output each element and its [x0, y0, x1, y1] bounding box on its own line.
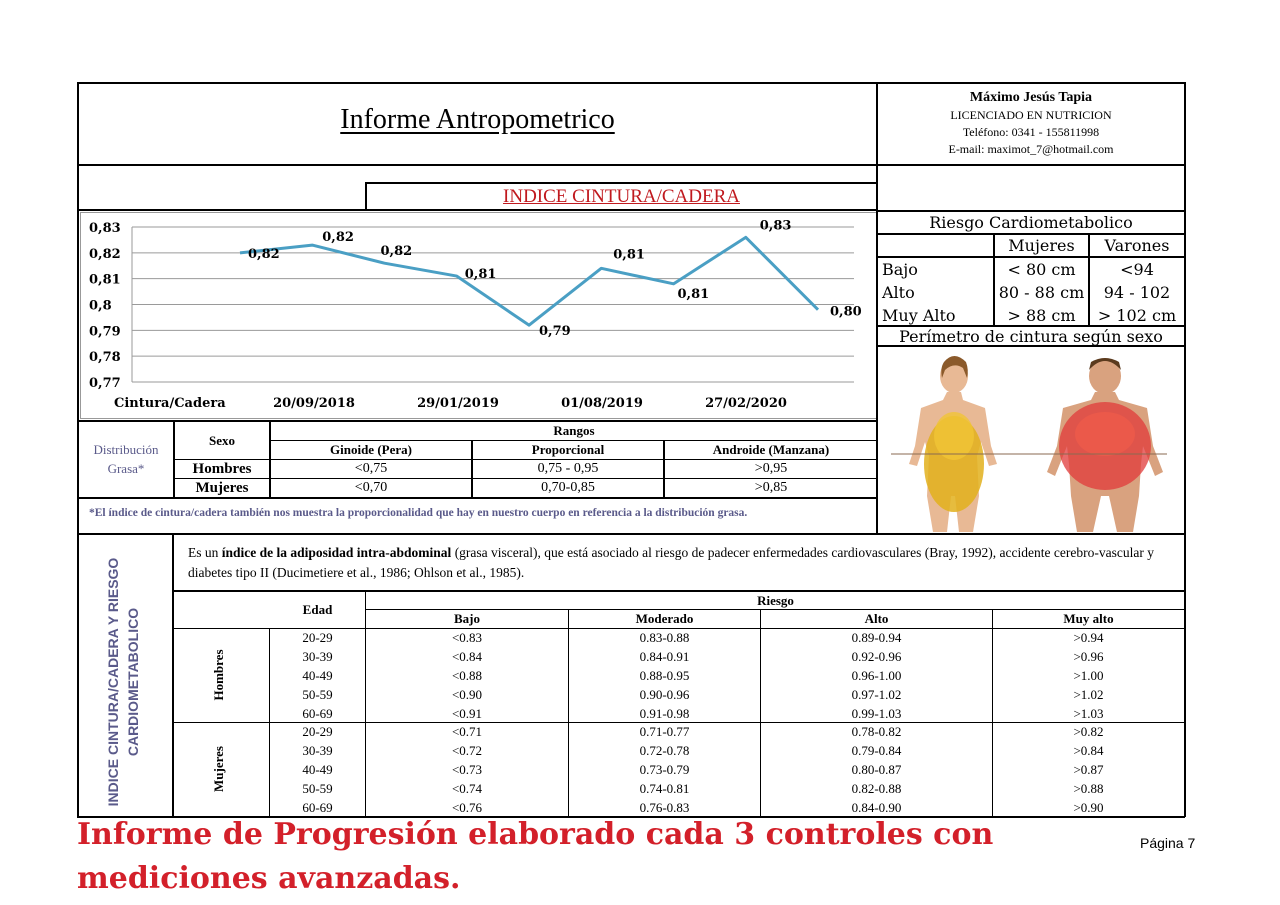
series-line [240, 237, 818, 325]
risk-value-cell: 0.80-0.87 [851, 761, 902, 777]
data-label: 0,83 [759, 218, 792, 234]
data-label: 0,81 [677, 286, 710, 302]
risk-value-cell: 0.97-1.02 [851, 686, 902, 702]
risk-value-cell: 0.78-0.82 [851, 724, 902, 740]
progress-banner: Informe de Progresión elaborado cada 3 controles con mediciones avanzadas. [77, 817, 994, 896]
risk-value-cell: 0.72-0.78 [639, 743, 690, 759]
group-label-hombres: Hombres [211, 649, 226, 701]
row-value: <0,75 [354, 461, 388, 476]
risk-value-cell: >0.88 [1073, 780, 1104, 796]
author-email: E-mail: maximot_7@hotmail.com [948, 142, 1114, 156]
y-tick-label: 0,82 [89, 246, 121, 262]
col-bajo: Bajo [454, 611, 480, 626]
age-cell: 60-69 [302, 799, 333, 815]
risk-value-cell: 0.79-0.84 [851, 743, 902, 759]
x-tick-label: 27/02/2020 [705, 396, 787, 411]
risk-value-cell: <0.91 [451, 705, 483, 721]
x-tick-label: 29/01/2019 [417, 396, 499, 411]
risk-value-cell: >0.84 [1073, 743, 1104, 759]
risk-value-cell: <0.83 [451, 630, 483, 646]
risk-value-cell: 0.89-0.94 [851, 630, 902, 646]
cardiometabolic-side-label [103, 537, 147, 827]
risk-women: < 80 cm [1007, 260, 1076, 279]
col-androide: Androide (Manzana) [712, 442, 830, 457]
data-label: 0,81 [464, 267, 497, 283]
distribution-side-label-2: Grasa* [107, 461, 145, 476]
risk-value-cell: 0.91-0.98 [639, 705, 690, 721]
risk-value-cell: 0.82-0.88 [851, 780, 902, 796]
risk-value-cell: 0.83-0.88 [639, 630, 690, 646]
rangos-header: Rangos [553, 423, 595, 438]
y-tick-label: 0,81 [89, 272, 121, 288]
row-value: 0,75 - 0,95 [537, 461, 599, 476]
data-label: 0,79 [539, 324, 571, 340]
data-label: 0,82 [322, 230, 354, 246]
distribution-note: *El índice de cintura/cadera también nos muestra la proporcionalidad que hay en nuestro cuerpo en referencia a la distribución grasa. [89, 507, 748, 519]
row-value: <0,70 [354, 480, 388, 495]
group-label-mujeres: Mujeres [211, 746, 226, 792]
risk-value-cell: <0.73 [451, 761, 483, 777]
risk-table-title: Riesgo Cardiometabolico [929, 213, 1133, 232]
risk-value-cell: <0.72 [451, 743, 483, 759]
risk-value-cell: >1.00 [1073, 667, 1104, 683]
distribution-side-label [79, 440, 173, 478]
risk-value-cell: >0.94 [1073, 630, 1104, 646]
chart-heading: INDICE CINTURA/CADERA [503, 186, 740, 207]
age-cell: 50-59 [302, 780, 333, 796]
data-label: 0,82 [380, 244, 413, 260]
age-cell: 50-59 [302, 686, 333, 702]
edad-header: Edad [302, 601, 333, 617]
risk-value-cell: 0.76-0.83 [639, 799, 690, 815]
risk-value-cell: >1.03 [1073, 705, 1104, 721]
age-cell: 40-49 [302, 761, 333, 777]
x-tick-label: 01/08/2019 [561, 396, 643, 411]
row-sex: Mujeres [195, 479, 249, 496]
risk-value-cell: >0.90 [1073, 799, 1104, 815]
row-sex: Hombres [192, 460, 252, 477]
risk-value-cell: 0.99-1.03 [851, 705, 902, 721]
col-ginoide: Ginoide (Pera) [330, 442, 412, 457]
age-cell: 40-49 [302, 667, 333, 683]
pear-body-figure [909, 356, 997, 532]
age-cell: 20-29 [302, 630, 333, 646]
y-tick-label: 0,78 [89, 350, 121, 366]
col-moderado: Moderado [635, 611, 694, 626]
age-cell: 30-39 [302, 649, 333, 665]
author-block [878, 89, 1184, 158]
data-label: 0,80 [830, 304, 862, 320]
intro-text-2: (grasa visceral), que está asociado al riesgo de padecer enfermedades cardiovasculares (Bray, 1992), accidente cerebro-vascular y diabetes tipo II (Ducimetiere et al., 1986; Ohlson et al., 1985). [188, 545, 1154, 580]
risk-value-cell: <0.90 [451, 686, 483, 702]
risk-value-cell: >0.87 [1073, 761, 1104, 777]
page-title: Informe Antropometrico [340, 104, 615, 135]
risk-value-cell: >0.96 [1073, 649, 1104, 665]
body-shape-illustration [877, 346, 1184, 533]
risk-value-cell: 0.84-0.90 [851, 799, 902, 815]
data-label: 0,81 [613, 247, 645, 263]
risk-women: > 88 cm [1007, 305, 1076, 325]
distribution-side-label-1: Distribución [93, 442, 159, 457]
y-tick-label: 0,77 [89, 376, 121, 391]
col-alto: Alto [864, 611, 889, 626]
risk-value-cell: 0.96-1.00 [851, 667, 902, 683]
row-value: 0,70-0,85 [541, 480, 595, 495]
y-tick-label: 0,8 [89, 298, 112, 314]
risk-value-cell: 0.90-0.96 [639, 686, 690, 702]
cardiometabolic-side-label-1: INDICE CINTURA/CADERA Y RIESGO [105, 557, 121, 807]
riesgo-header: Riesgo [757, 592, 794, 608]
x-tick-label: 20/09/2018 [273, 396, 355, 411]
cardiometabolic-intro [188, 543, 1180, 583]
waist-hip-chart [80, 212, 876, 418]
risk-value-cell: 0.71-0.77 [639, 724, 690, 740]
risk-men: <94 [1120, 260, 1154, 279]
age-cell: 30-39 [302, 743, 333, 759]
risk-value-cell: <0.74 [451, 780, 483, 796]
author-phone: Teléfono: 0341 - 155811998 [962, 125, 1100, 139]
y-tick-label: 0,83 [89, 221, 121, 236]
risk-level: Muy Alto [882, 305, 956, 325]
risk-value-cell: >0.82 [1073, 724, 1104, 740]
apple-body-figure [1047, 358, 1163, 532]
risk-value-cell: 0.74-0.81 [639, 780, 690, 796]
risk-men: 94 - 102 [1103, 283, 1171, 302]
risk-level: Bajo [882, 260, 918, 279]
age-cell: 20-29 [302, 724, 333, 740]
risk-value-cell: >1.02 [1073, 686, 1104, 702]
risk-col-women: Mujeres [1008, 236, 1075, 255]
age-cell: 60-69 [302, 705, 333, 721]
risk-level: Alto [882, 283, 915, 302]
risk-men: > 102 cm [1097, 305, 1177, 325]
col-muy-alto: Muy alto [1063, 611, 1114, 626]
author-role: LICENCIADO EN NUTRICION [950, 108, 1112, 122]
y-tick-label: 0,79 [89, 324, 121, 340]
intro-text-bold: índice de la adiposidad intra-abdominal [221, 545, 452, 560]
col-proporcional: Proporcional [531, 442, 605, 457]
risk-table-footer: Perímetro de cintura según sexo [899, 326, 1163, 346]
author-name: Máximo Jesús Tapia [969, 90, 1093, 105]
cardiometabolic-side-label-2: CARDIOMETABOLICO [125, 607, 141, 757]
page-number: Página 7 [1140, 835, 1196, 851]
sexo-header: Sexo [209, 432, 235, 448]
risk-col-men: Varones [1104, 236, 1170, 255]
risk-value-cell: <0.84 [451, 649, 483, 665]
risk-value-cell: 0.84-0.91 [639, 649, 690, 665]
risk-value-cell: <0.71 [451, 724, 483, 740]
intro-text-1: Es un [188, 545, 222, 560]
risk-women: 80 - 88 cm [998, 283, 1085, 302]
row-value: >0,95 [754, 461, 788, 476]
risk-value-cell: 0.88-0.95 [639, 667, 690, 683]
risk-value-cell: 0.92-0.96 [851, 649, 902, 665]
data-label: 0,82 [248, 246, 280, 262]
risk-value-cell: <0.76 [451, 799, 483, 815]
row-value: >0,85 [754, 480, 788, 495]
risk-value-cell: 0.73-0.79 [639, 761, 690, 777]
x-series-label: Cintura/Cadera [114, 396, 226, 411]
risk-value-cell: <0.88 [451, 667, 483, 683]
